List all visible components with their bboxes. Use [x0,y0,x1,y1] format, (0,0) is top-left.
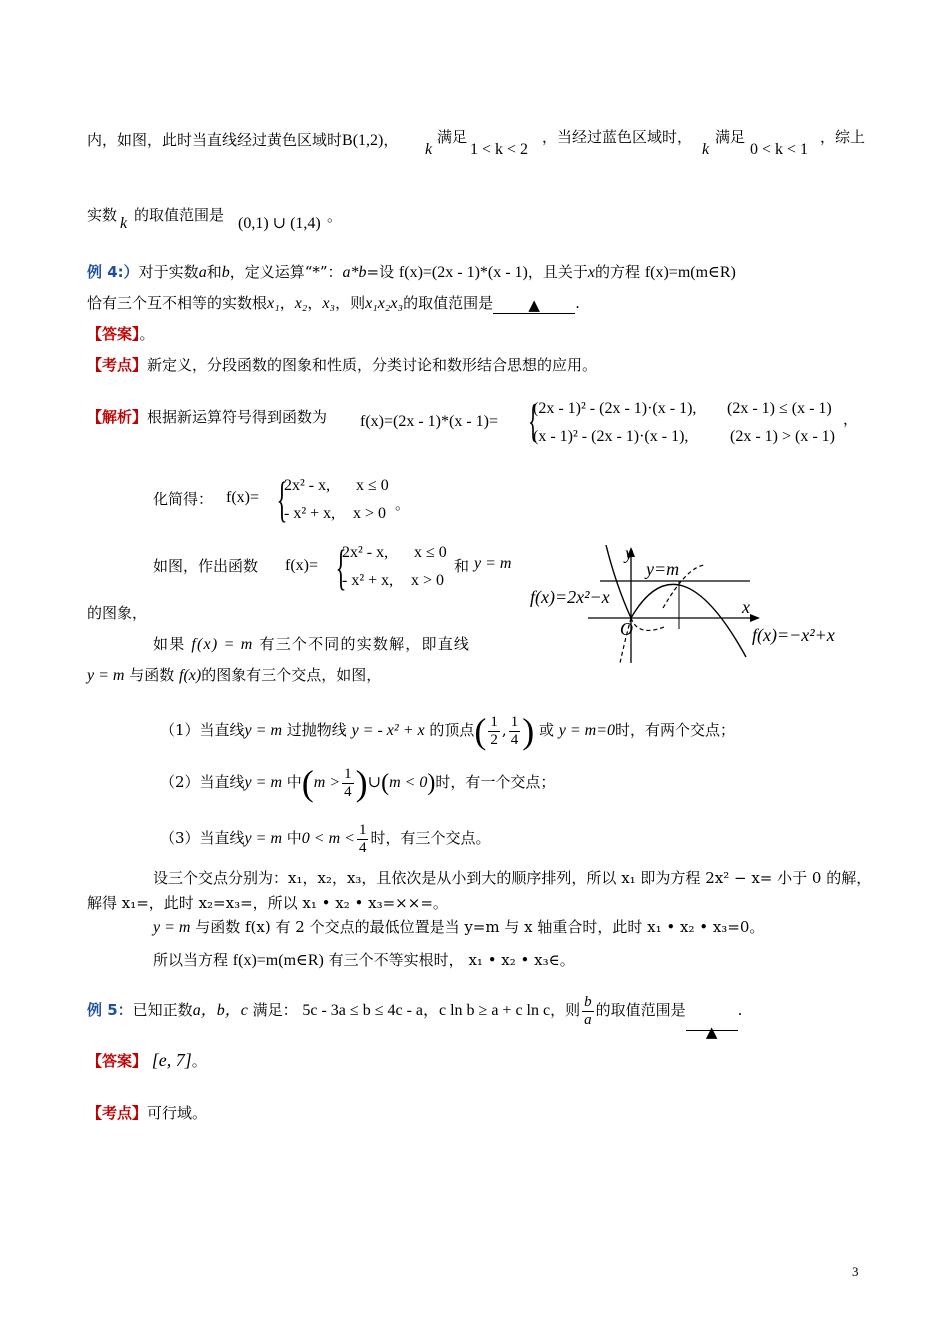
fraction: $\frac{1}{4}$ [358,821,367,856]
brace-2: { [276,471,288,527]
y-label: y [625,545,633,563]
fraction: $\frac{1}{4}$ [344,765,352,800]
x-label: x [742,597,750,617]
example-5: 例 5：已知正数a，b，c 满足： 5c - 3a ≤ b ≤ 4c - a，c ln b ≥ a + c ln c，则 $\frac{b}{a}$ 的取值范围是▲. [87,993,743,1041]
point-b: B(1,2) [342,132,384,149]
answer-interval: [e, 7] [151,1050,192,1070]
f-definition: f(x)=(2x - 1)*(x - 1) [398,264,528,281]
example-4-label: 例 4:） [87,263,139,281]
kaodian-label: 【考点】 [87,356,148,374]
answer-blank: ▲ [686,1012,738,1031]
curve-right-dashed [631,618,664,630]
case-2: （2）当直线y = m 中(m > $\frac{1}{4}$ )∪(m < 0)时，有一个交点； [160,763,556,803]
left-curve-label: f(x)=2x²−x [530,587,610,607]
jiexi-intro: 【解析】根据新运算符号得到函数为 [87,408,328,426]
fraction: $\frac{b}{a}$ [584,993,592,1028]
case-1: （1）当直线y = m 过抛物线 y = - x² + x 的顶点( $\frac{1}{2}$ , $\frac{1}{4}$ ) 或 y = m=0时，有两个交点； [160,711,736,751]
equation-fm: f(x)=m(m∈R) [644,264,736,281]
set-line-4: 所以当方程 f(x)=m(m∈R) 有三个不等实根时， x₁ • x₂ • x₃∈。 [153,951,575,969]
set-line-2: 解得 x₁=，此时 x₂=x₃=，所以 x₁ • x₂ • x₃=××=。 [87,894,448,912]
range-result: (0,1) ∪ (1,4) [238,215,321,232]
right-curve-label: f(x)=−x²+x [752,625,835,645]
draw-text: 如图，作出函数 [153,557,259,575]
kaodian-label: 【考点】 [87,1104,148,1122]
range-1: 1 < k < 2 [470,141,529,158]
brace-1: { [528,395,539,446]
answer-blank: ▲ [493,295,575,314]
set-line-3: y = m 与函数 f(x) 有 2 个交点的最低位置是当 y=m 与 x 轴重合时，此时 x₁ • x₂ • x₃=0。 [153,918,765,936]
jiexi-label: 【解析】 [87,408,148,426]
example-5-label: 例 5： [87,1001,133,1019]
set-line-1: 设三个交点分别为：x₁，x₂，x₃，且依次是从小到大的顺序排列，所以 x₁ 即为方程 2x² − x= 小于 0 的解， [153,869,872,887]
para-line-2: 实数 [87,206,118,224]
brace-3: { [335,539,347,595]
function-graph [528,545,858,665]
para-line-1: 内，如图，此时当直线经过黄色区域时B(1,2)， [87,131,399,149]
jiexi-lhs: f(x)=(2x - 1)*(x - 1)= [360,413,498,430]
fraction: $\frac{1}{4}$ [510,713,519,748]
kaodian-1: 【考点】新定义，分段函数的图象和性质，分类讨论和数形结合思想的应用。 [87,356,598,374]
answer-2: 【答案】 [e, 7]。 [87,1050,207,1070]
answer-label: 【答案】 [87,325,140,343]
page-number: 3 [852,1264,859,1279]
curve-right [631,584,746,657]
x-axis-arrow [750,614,760,622]
range-2: 0 < k < 1 [750,141,809,158]
fraction: $\frac{1}{2}$ [490,713,498,748]
case-3: （3）当直线y = m 中0 < m < $\frac{1}{4}$ 时，有三个交点。 [160,821,491,856]
if-line-1: 如果 f(x) = m 有三个不同的实数解，即直线 [153,635,471,653]
line-label: y=m [646,559,680,579]
answer-1: 【答案】。 [87,325,155,343]
if-line-2: y = m 与函数 f(x)的图象有三个交点，如图， [87,666,382,684]
var-k-2: k [702,141,710,158]
example-4-line-2: 恰有三个互不相等的实数根x₁，x₂，x₃，则x₁x₂x₃的取值范围是 ▲ . [87,294,580,314]
answer-label: 【答案】 [87,1052,148,1070]
example-4-line-1: 例 4:）对于实数a和b，定义运算“*”：a*b=设 f(x)=(2x - 1)*(x - 1)，且关于x的方程 f(x)=m(m∈R) [87,263,736,281]
origin-label: O [620,619,633,639]
simplify-text: 化简得： [153,490,214,508]
kaodian-2: 【考点】可行域。 [87,1104,208,1122]
var-k-1: k [425,141,433,158]
